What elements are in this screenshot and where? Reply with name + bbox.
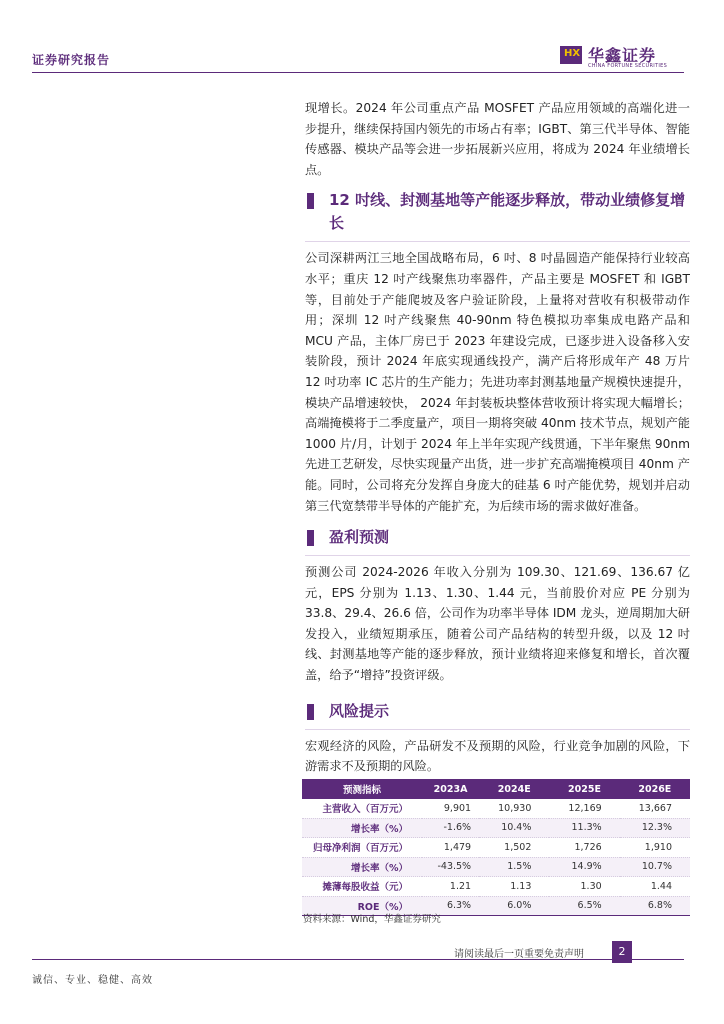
row-label: 增长率（%） [302, 818, 422, 838]
row-label: 主营收入（百万元） [302, 799, 422, 818]
forecast-table [302, 779, 690, 916]
table-cell: 11.3% [549, 818, 619, 838]
table-header-cell: 2025E [549, 779, 619, 799]
forecast-paragraph: 预测公司 2024-2026 年收入分别为 109.30、121.69、136.67 亿元，EPS 分别为 1.13、1.30、1.44 元，当前股价对应 PE 分别为 33.8、29.4、26.6 倍，公司作为功率半导体 IDM 龙头，逆周期加大研发投入，业绩短期承压，随着公司产品结构的转型升级，以及 12 吋线、封测基地等产能的逐步释放，预计业绩将迎来修复和增长，首次覆盖，给予“增持”投资评级。 [305, 565, 690, 683]
section-title-forecast: 盈利预测 [305, 526, 690, 549]
section-title-risk: 风险提示 [305, 700, 690, 723]
table-row [302, 857, 690, 877]
section-marker-icon [307, 704, 314, 720]
table-cell: 10,930 [479, 799, 549, 818]
footer-divider [32, 959, 684, 960]
page-number: 2 [612, 941, 632, 963]
data-source-note: 资料来源：Wind，华鑫证券研究 [303, 914, 441, 925]
table-cell: 6.0% [479, 896, 549, 916]
table-cell: -43.5% [422, 857, 479, 877]
intro-paragraph: 现增长。2024 年公司重点产品 MOSFET 产品应用领域的高端化进一步提升，继续保持国内领先的市场占有率；IGBT、第三代半导体、智能传感器、模块产品等会进一步拓展新兴应用，将成为 2024 年业绩增长点。 [305, 101, 690, 177]
table-header-cell: 预测指标 [302, 779, 422, 799]
table-cell: 1,726 [549, 838, 619, 858]
table-cell: 1.5% [479, 857, 549, 877]
risk-paragraph: 宏观经济的风险，产品研发不及预期的风险，行业竞争加剧的风险，下游需求不及预期的风险。 [305, 738, 690, 774]
table-cell: 1.44 [620, 877, 690, 897]
section-marker-icon [307, 193, 314, 209]
table-row [302, 818, 690, 838]
report-type-label: 证券研究报告 [32, 53, 111, 67]
row-label: 摊薄每股收益（元） [302, 877, 422, 897]
table-cell: 1,502 [479, 838, 549, 858]
table-cell: 9,901 [422, 799, 479, 818]
row-label: 归母净利润（百万元） [302, 838, 422, 858]
table-row [302, 877, 690, 897]
table-cell: 1,910 [620, 838, 690, 858]
table-cell: 10.7% [620, 857, 690, 877]
table-row [302, 838, 690, 858]
table-header-cell: 2023A [422, 779, 479, 799]
row-label: 增长率（%） [302, 857, 422, 877]
table-cell: 14.9% [549, 857, 619, 877]
section-title-capacity: 12 吋线、封测基地等产能逐步释放，带动业绩修复增长 [305, 189, 690, 235]
table-cell: 1,479 [422, 838, 479, 858]
table-cell: 10.4% [479, 818, 549, 838]
table-header-row [302, 779, 690, 799]
table-cell: 1.13 [479, 877, 549, 897]
table-row [302, 799, 690, 818]
table-header-cell: 2024E [479, 779, 549, 799]
table-cell: 1.30 [549, 877, 619, 897]
brand-logo [560, 44, 690, 70]
capacity-paragraph: 公司深耕两江三地全国战略布局，6 吋、8 吋晶圆造产能保持行业较高水平；重庆 12 吋产线聚焦功率器件，产品主要是 MOSFET 和 IGBT 等，目前处于产能爬坡及客户验证阶段，上量将对营收有积极带动作用；深圳 12 吋产线聚焦 40-90nm 特色模拟功率集成电路产品和 MCU 产品，主体厂房已于 2023 年建设完成，已逐步进入设备移入安装阶段，预计 2024 年底实现通线投产，满产后将形成年产 48 万片 12 吋功率 IC 芯片的生产能力；先进功率封测基地量产规模快速提升，模块产品增速较快， 2024 年封装板块整体营收预计将实现大幅增长；高端掩模将于二季度量产，项目一期将突破 40nm 技术节点，规划产能 1000 片/月，计划于 2024 年上半年实现产线贯通，下半年聚焦 90nm 先进工艺研发，尽快实现量产出货，进一步扩充高端掩模项目 40nm 产能。同时，公司将充分发挥自身庞大的硅基 6 吋产能优势，规划并启动第三代宽禁带半导体的产能扩充，为后续市场的需求做好准备。 [305, 251, 690, 513]
table-cell: -1.6% [422, 818, 479, 838]
section-marker-icon [307, 530, 314, 546]
table-cell: 1.21 [422, 877, 479, 897]
section-rule [305, 729, 690, 730]
disclaimer-link[interactable]: 请阅读最后一页重要免责声明 [454, 949, 584, 960]
table-cell: 13,667 [620, 799, 690, 818]
brand-name: 华鑫证券 [588, 46, 657, 65]
brand-name-en: CHINA FORTUNE SECURITIES [588, 63, 668, 69]
table-cell: 12.3% [620, 818, 690, 838]
section-rule [305, 241, 690, 242]
company-motto: 诚信、专业、稳健、高效 [32, 975, 153, 986]
brand-logo-icon: HX [560, 46, 582, 64]
header-divider [32, 72, 684, 73]
table-cell: 6.8% [620, 896, 690, 916]
table-cell: 12,169 [549, 799, 619, 818]
table-header-cell: 2026E [620, 779, 690, 799]
main-content [305, 98, 690, 777]
table-cell: 6.3% [422, 896, 479, 916]
section-rule [305, 555, 690, 556]
table-cell: 6.5% [549, 896, 619, 916]
row-label: ROE（%） [302, 896, 422, 916]
